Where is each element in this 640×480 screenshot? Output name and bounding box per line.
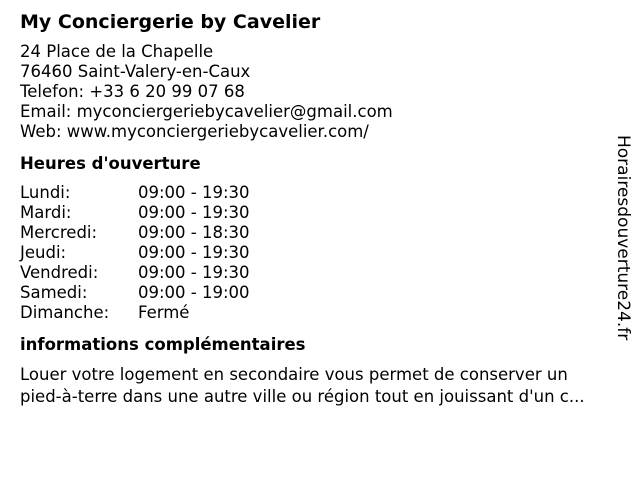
site-watermark: Horairesdouverture24.fr — [613, 135, 633, 341]
day-label: Mardi: — [20, 203, 72, 222]
address-line-1: 24 Place de la Chapelle — [20, 42, 214, 61]
hours-row-tuesday — [20, 203, 610, 223]
business-name: My Conciergerie by Cavelier — [20, 11, 321, 33]
address-line-2: 76460 Saint-Valery-en-Caux — [20, 62, 251, 81]
additional-info-heading: informations complémentaires — [20, 335, 306, 354]
phone-text: Telefon: +33 6 20 99 07 68 — [20, 82, 245, 101]
email-text: Email: myconciergeriebycavelier@gmail.com — [20, 102, 393, 121]
additional-info-text: Louer votre logement en secondaire vous permet de conserver un pied-à-terre dans une autre ville ou région tout en jouissant d'un c... — [20, 365, 585, 406]
opening-hours-heading: Heures d'ouverture — [20, 154, 201, 173]
day-label: Mercredi: — [20, 223, 98, 242]
day-label: Jeudi: — [20, 243, 67, 262]
hours-row-monday — [20, 183, 610, 203]
hours-row-thursday — [20, 243, 610, 263]
hours-row-wednesday — [20, 223, 610, 243]
business-card — [20, 10, 610, 408]
time-value: 09:00 - 19:00 — [138, 283, 250, 302]
time-value: 09:00 - 19:30 — [138, 243, 250, 262]
time-value: 09:00 - 19:30 — [138, 183, 250, 202]
time-value: 09:00 - 18:30 — [138, 223, 250, 242]
day-label: Samedi: — [20, 283, 88, 302]
hours-row-sunday — [20, 303, 610, 323]
time-value: 09:00 - 19:30 — [138, 203, 250, 222]
day-label: Lundi: — [20, 183, 71, 202]
time-value: 09:00 - 19:30 — [138, 263, 250, 282]
website-text: Web: www.myconciergeriebycavelier.com/ — [20, 122, 369, 141]
hours-row-friday — [20, 263, 610, 283]
time-value: Fermé — [138, 303, 190, 322]
opening-hours-table — [20, 183, 610, 323]
day-label: Vendredi: — [20, 263, 99, 282]
hours-row-saturday — [20, 283, 610, 303]
day-label: Dimanche: — [20, 303, 110, 322]
